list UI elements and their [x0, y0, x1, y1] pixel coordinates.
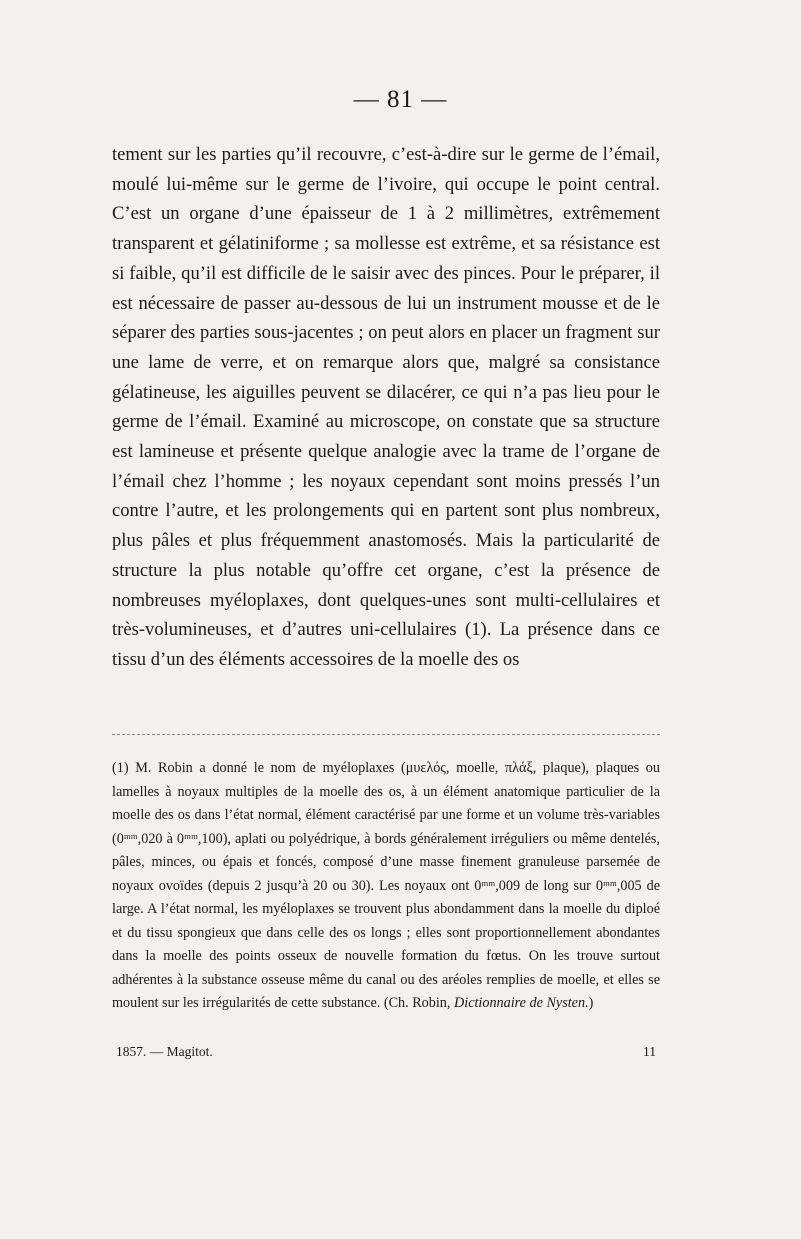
citation-title: Dictionnaire de Nysten. [454, 995, 589, 1011]
page-number: — 81 — [353, 86, 448, 113]
signature-line [116, 1044, 656, 1060]
body-paragraph: tement sur les parties qu’il recouvre, c’est-à-dire sur le germe de l’émail, moulé lui-même sur le germe de l’ivoire, qui occupe le point central. C’est un organe d’une épaisseur de 1 à 2 millimètres, extrêmement transparent et gélatiniforme ; sa mollesse est extrême, et sa résistance est si faible, qu’il est difficile de le saisir avec des pinces. Pour le préparer, il est nécessaire de passer au-dessous de lui un instrument mousse et de le séparer des parties sous-jacentes ; on peut alors en placer un fragment sur une lame de verre, et on remarque alors que, malgré sa consistance gélatineuse, les aiguilles peuvent se dilacérer, ce qui n’a pas lieu pour le germe de l’émail. Examiné au microscope, on constate que sa structure est lamineuse et présente quelque analogie avec la trame de l’organe de l’émail chez l’homme ; les noyaux cependant sont moins pressés l’un contre l’autre, et les prolongements qui en partent sont plus nombreux, plus pâles et plus fréquemment anastomosés. Mais la particularité de structure la plus notable qu’offre cet organe, c’est la présence de nombreuses myéloplaxes, dont quelques-unes sont multi-cellulaires et très-volumineuses, et d’autres uni-cellulaires (1). La présence dans ce tissu d’un des éléments accessoires de la moelle des os [112, 144, 660, 670]
footnote-paragraph [112, 757, 660, 1016]
citation-prefix: (Ch. Robin, [383, 995, 454, 1011]
footnote-text: (1) M. Robin a donné le nom de myéloplaxes (μυελός, moelle, πλάξ, plaque), plaques ou lamelles à noyaux multiples de la moelle des os, à un élément anatomique particulier de la moelle des os dans l’état normal, élément caractérisé par une forme et un volume très-variables (0ᵐᵐ,020 à 0ᵐᵐ,100), aplati ou polyédrique, à bords généralement irréguliers ou même dentelés, pâles, minces, ou épais et foncés, composé d’une masse finement granuleuse parsemée de noyaux ovoïdes (depuis 2 jusqu’à 20 ou 30). Les noyaux ont 0ᵐᵐ,009 de long sur 0ᵐᵐ,005 de large. A l’état normal, les myéloplaxes se trouvent plus abondamment dans la moelle du diploé et du tissu spongieux que dans celle des os longs ; elles sont proportionnellement abondantes dans la moelle des points osseux de nouvelle formation du fœtus. On les trouve surtout adhérentes à la substance osseuse même du canal ou des aréoles remplies de moelle, et elles se moulent sur les irrégularités de cette substance. [112, 760, 660, 1011]
signature-sheet-number: 11 [643, 1044, 656, 1059]
signature-author-year: 1857. — Magitot. [116, 1044, 213, 1059]
footnote-block [112, 757, 660, 1016]
footnote-separator [112, 734, 660, 735]
citation-suffix: ) [588, 995, 594, 1011]
main-text-block [112, 140, 660, 675]
